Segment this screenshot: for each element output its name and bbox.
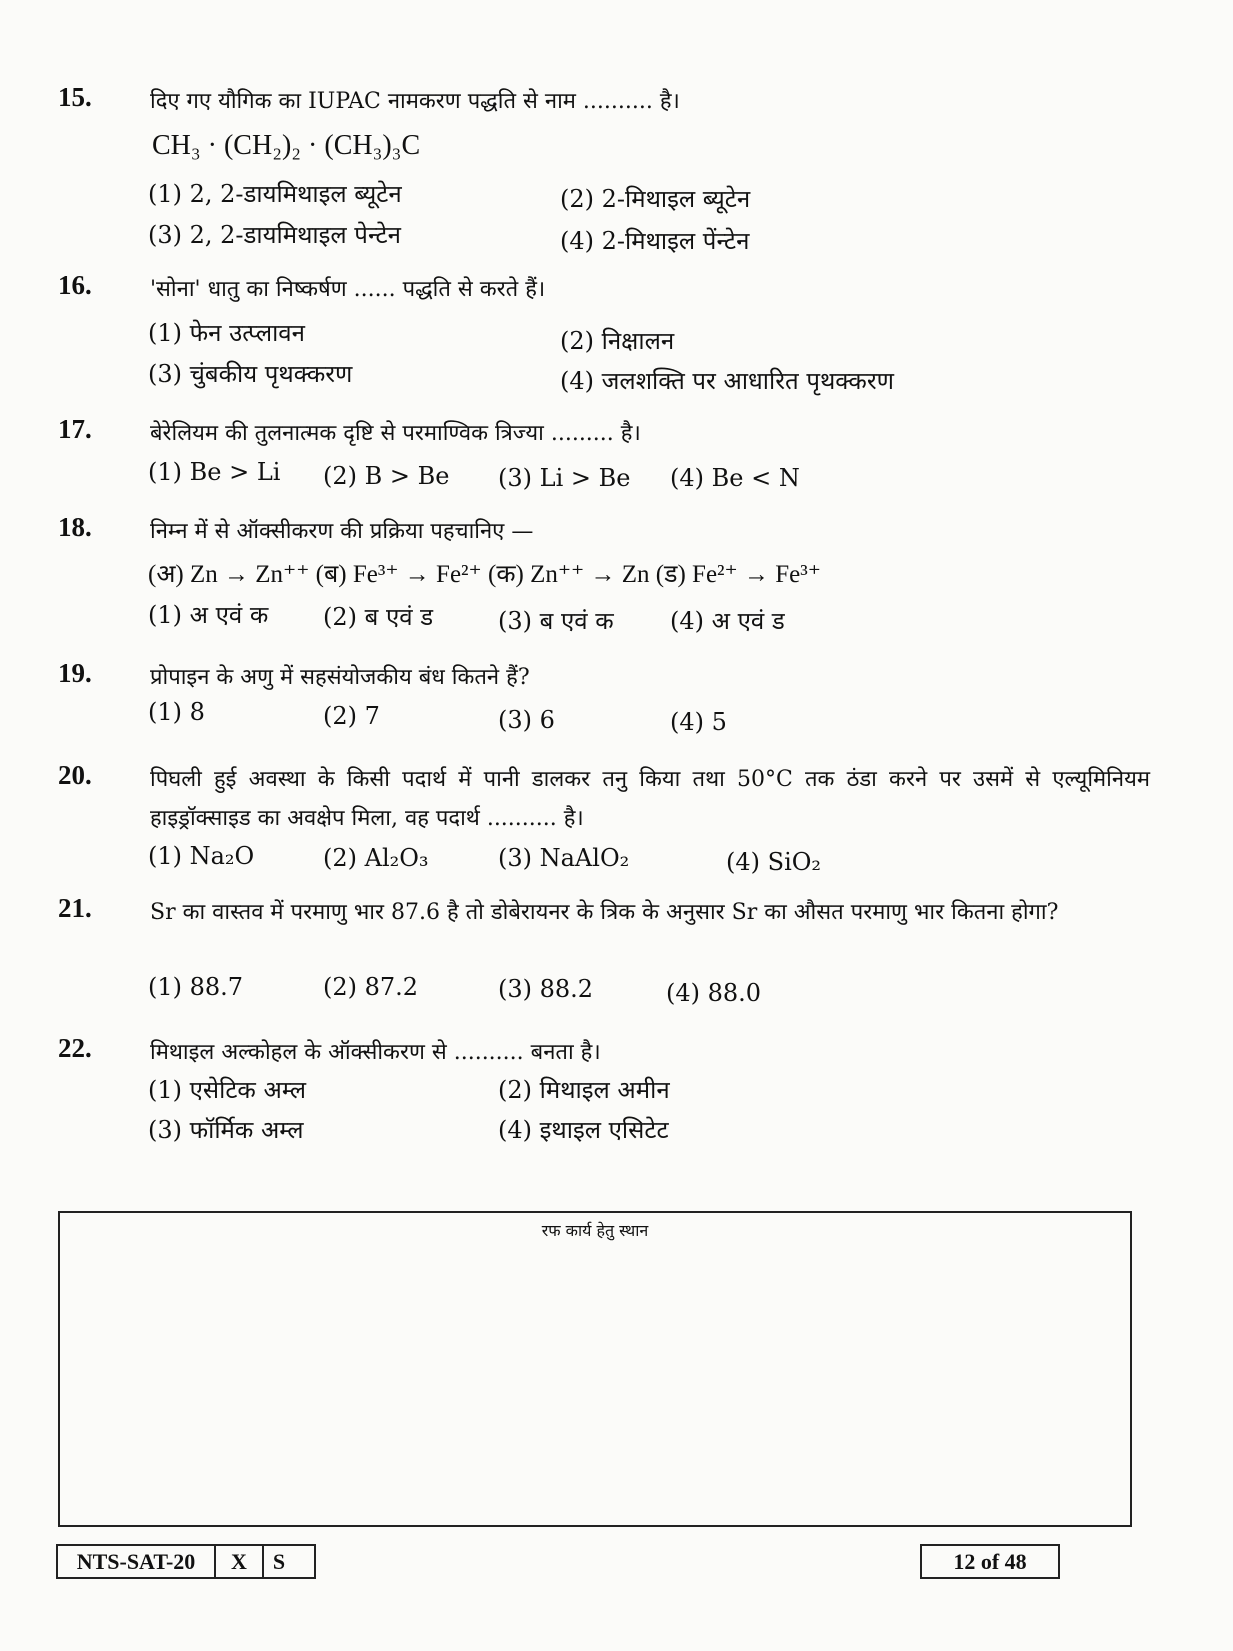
question-text: Sr का वास्तव में परमाणु भार 87.6 है तो डोबेरायनर के त्रिक के अनुसार Sr का औसत परमाणु भार कितना होगा? bbox=[150, 900, 1059, 925]
option-4[interactable]: (4) Be < N bbox=[670, 464, 800, 492]
question-text: पिघली हुई अवस्था के किसी पदार्थ में पानी डालकर तनु किया तथा 50°C तक ठंडा करने पर उसमें से एल्यूमिनियम हाइड्रॉक्साइड का अवक्षेप मिला, वह पदार्थ .......... है। bbox=[150, 767, 1150, 831]
option-2[interactable]: (2) मिथाइल अमीन bbox=[498, 1076, 670, 1104]
option-4[interactable]: (4) 88.0 bbox=[666, 979, 762, 1007]
footer-class: X bbox=[231, 1549, 247, 1574]
question-number: 17. bbox=[58, 414, 92, 444]
question-number: 15. bbox=[58, 82, 92, 112]
option-3[interactable]: (3) फॉर्मिक अम्ल bbox=[148, 1116, 304, 1144]
compound-formula: CH₃ · (CH₂)₂ · (CH₃)₃C bbox=[152, 130, 421, 161]
question-text: निम्न में से ऑक्सीकरण की प्रक्रिया पहचानिए — bbox=[150, 519, 534, 544]
question-number: 20. bbox=[58, 760, 92, 790]
question-text: प्रोपाइन के अणु में सहसंयोजकीय बंध कितने हैं? bbox=[150, 665, 530, 690]
question-text: बेरेलियम की तुलनात्मक दृष्टि से परमाण्विक त्रिज्या ......... है। bbox=[150, 421, 641, 446]
option-2[interactable]: (2) ब एवं ड bbox=[323, 603, 434, 631]
option-3[interactable]: (3) चुंबकीय पृथक्करण bbox=[148, 360, 353, 388]
option-4[interactable]: (4) जलशक्ति पर आधारित पृथक्करण bbox=[560, 367, 894, 395]
option-1[interactable]: (1) 88.7 bbox=[148, 973, 244, 1001]
rough-work-title: रफ कार्य हेतु स्थान bbox=[541, 1221, 649, 1240]
rough-work-area bbox=[58, 1211, 1132, 1527]
option-1[interactable]: (1) 2, 2-डायमिथाइल ब्यूटेन bbox=[148, 180, 402, 208]
option-2[interactable]: (2) 7 bbox=[323, 702, 380, 730]
footer-paper-code: NTS-SAT-20 bbox=[76, 1549, 196, 1574]
option-1[interactable]: (1) अ एवं क bbox=[148, 601, 269, 629]
question-text: दिए गए यौगिक का IUPAC नामकरण पद्धति से नाम .......... है। bbox=[150, 89, 680, 114]
option-1[interactable]: (1) Be > Li bbox=[148, 458, 281, 486]
question-number: 16. bbox=[58, 270, 92, 300]
question-text: मिथाइल अल्कोहल के ऑक्सीकरण से .......... बनता है। bbox=[150, 1040, 601, 1065]
option-3[interactable]: (3) 6 bbox=[498, 706, 555, 734]
option-2[interactable]: (2) 2-मिथाइल ब्यूटेन bbox=[560, 185, 751, 213]
question-number: 21. bbox=[58, 893, 92, 923]
option-4[interactable]: (4) अ एवं ड bbox=[670, 607, 785, 635]
option-3[interactable]: (3) 2, 2-डायमिथाइल पेन्टेन bbox=[148, 221, 401, 249]
option-2[interactable]: (2) B > Be bbox=[323, 462, 450, 490]
option-1[interactable]: (1) Na₂O bbox=[148, 842, 255, 870]
option-2[interactable]: (2) 87.2 bbox=[323, 973, 419, 1001]
option-1[interactable]: (1) 8 bbox=[148, 698, 205, 726]
option-3[interactable]: (3) NaAlO₂ bbox=[498, 844, 630, 872]
option-1[interactable]: (1) एसेटिक अम्ल bbox=[148, 1076, 307, 1104]
option-4[interactable]: (4) 5 bbox=[670, 708, 727, 736]
question-number: 19. bbox=[58, 658, 92, 688]
option-3[interactable]: (3) Li > Be bbox=[498, 464, 631, 492]
option-3[interactable]: (3) 88.2 bbox=[498, 975, 594, 1003]
question-number: 18. bbox=[58, 512, 92, 542]
footer-subject: S bbox=[272, 1549, 286, 1574]
question-number: 22. bbox=[58, 1033, 92, 1063]
footer-page-box bbox=[920, 1544, 1060, 1579]
option-4[interactable]: (4) 2-मिथाइल पेंन्टेन bbox=[560, 227, 750, 255]
option-2[interactable]: (2) निक्षालन bbox=[560, 327, 675, 355]
reactions-list: (अ) Zn → Zn⁺⁺ (ब) Fe³⁺ → Fe²⁺ (क) Zn⁺⁺ → Zn (ड) Fe²⁺ → Fe³⁺ bbox=[148, 561, 821, 588]
page-number: 12 of 48 bbox=[953, 1549, 1027, 1574]
option-4[interactable]: (4) इथाइल एसिटेट bbox=[498, 1116, 669, 1144]
footer-code-box bbox=[56, 1544, 316, 1579]
option-3[interactable]: (3) ब एवं क bbox=[498, 607, 614, 635]
option-2[interactable]: (2) Al₂O₃ bbox=[323, 844, 429, 872]
option-1[interactable]: (1) फेन उत्प्लावन bbox=[148, 319, 305, 347]
option-4[interactable]: (4) SiO₂ bbox=[726, 848, 822, 876]
question-text: 'सोना' धातु का निष्कर्षण ...... पद्धति से करते हैं। bbox=[150, 277, 546, 302]
